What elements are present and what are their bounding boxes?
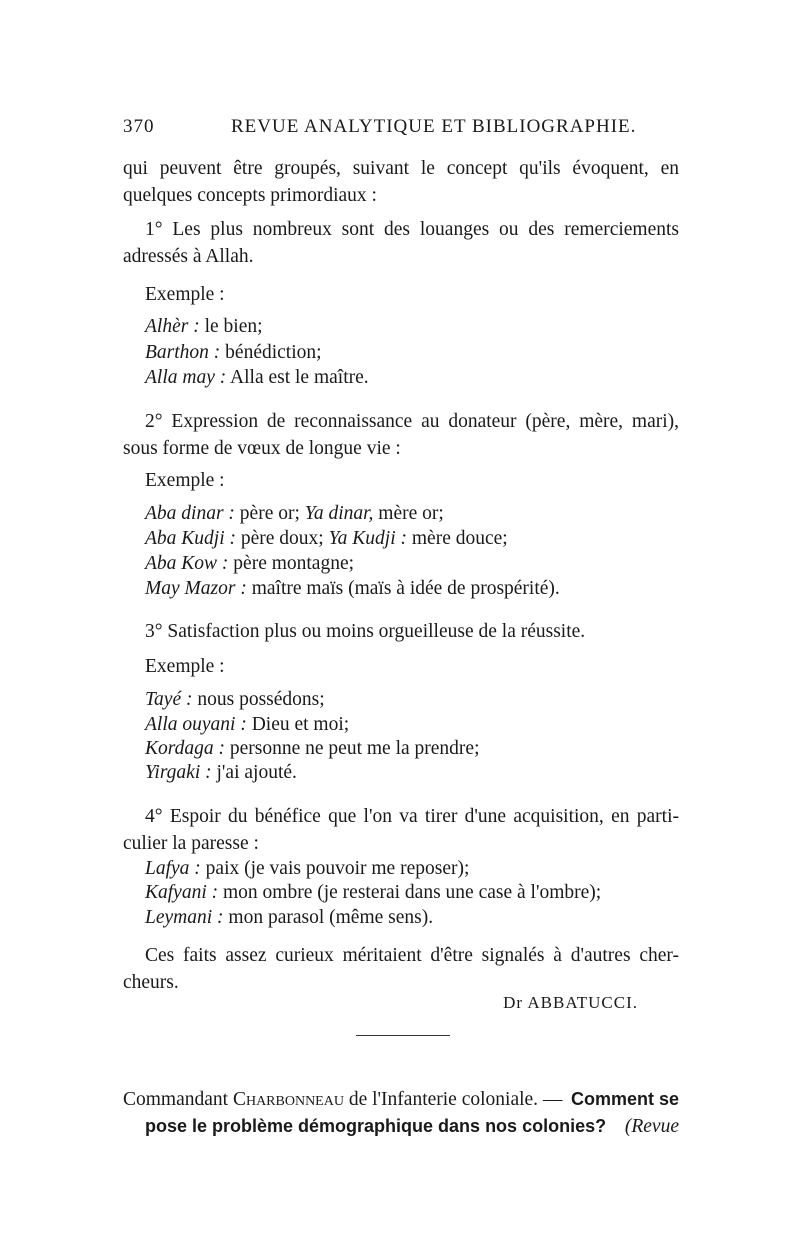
example-gloss: père doux; [236,528,329,549]
example-term: Alla ouyani : [145,714,247,735]
paragraph-line: Ces faits assez curieux méritaient d'être signalés à d'autres cher- [145,945,679,966]
paragraph-line: 2° Expression de reconnaissance au donateur (père, mère, mari), [145,411,679,432]
example-label: Exemple : [145,470,225,491]
example-gloss: Dieu et moi; [246,714,350,735]
example-term: Alla may : [145,367,227,388]
example-gloss: nous possédons; [192,689,325,710]
example-gloss: mère douce; [407,528,508,549]
example-gloss: maître maïs (maïs à idée de prospérité). [246,578,560,599]
example-gloss: mon parasol (même sens). [223,907,434,928]
paragraph-line: sous forme de vœux de longue vie : [123,438,401,459]
paragraph-line [123,1113,679,1140]
entry-author [123,1086,562,1113]
paragraph-line [123,1086,679,1113]
example-term: Aba Kow : [145,553,229,574]
example-term: Ya dinar, [304,503,374,524]
example-item [145,714,349,736]
example-term: Yirgaki : [145,762,212,783]
example-item [145,738,479,760]
example-item [145,316,263,338]
example-item [145,762,297,784]
paragraph-line: 4° Espoir du bénéfice que l'on va tirer d'une acquisition, en parti- [145,806,679,827]
example-item [145,882,601,904]
example-item [145,528,508,550]
author-prefix: Commandant [123,1089,233,1110]
page-number: 370 [123,116,155,137]
example-item [145,689,325,711]
example-term: Aba Kudji : [145,528,236,549]
closing-paragraph [123,942,679,996]
section-divider [356,1035,450,1036]
example-gloss: mon ombre (je resterai dans une case à l'ombre); [218,882,602,903]
author-affiliation: de l'Infanterie coloniale. — [343,1089,563,1110]
example-gloss: paix (je vais pouvoir me reposer); [200,858,470,879]
example-term: Leymani : [145,907,224,928]
example-gloss: j'ai ajouté. [211,762,297,783]
example-gloss: mère or; [373,503,444,524]
example-term: Barthon : [145,342,221,363]
example-item [145,858,469,880]
example-item [145,503,444,525]
example-item [145,342,322,364]
example-gloss: le bien; [199,316,263,337]
running-title: REVUE ANALYTIQUE ET BIBLIOGRAPHIE. [231,116,637,137]
example-label: Exemple : [145,284,225,305]
example-term: Lafya : [145,858,201,879]
intro-paragraph [123,155,679,209]
running-header [123,116,680,140]
example-term: Aba dinar : [145,503,235,524]
example-term: Kafyani : [145,882,219,903]
example-gloss: personne ne peut me la prendre; [225,738,480,759]
paragraph-line: qui peuvent être groupés, suivant le concept qu'ils évoquent, en [123,158,679,179]
section-1-paragraph [123,216,679,270]
example-term: Ya Kudji : [328,528,407,549]
section-3-paragraph [123,618,679,645]
example-item [145,578,560,600]
paragraph-line: culier la paresse : [123,833,259,854]
example-term: May Mazor : [145,578,247,599]
paragraph-line: adressés à Allah. [123,246,254,267]
entry-title: Comment se [570,1089,679,1109]
paragraph-line: cheurs. [123,972,179,993]
next-entry-paragraph [123,1086,679,1140]
example-gloss: père or; [234,503,305,524]
example-item [145,367,369,389]
example-label: Exemple : [145,656,225,677]
section-2-paragraph [123,408,679,462]
example-item [145,553,354,575]
example-term: Alhèr : [145,316,200,337]
example-gloss: père montagne; [228,553,355,574]
example-gloss: bénédiction; [220,342,322,363]
author-name: Charbonneau [232,1089,344,1110]
example-gloss: Alla est le maître. [226,367,369,388]
example-item [145,907,433,929]
paragraph-line: 1° Les plus nombreux sont des louanges ou des remerciements [145,219,679,240]
entry-source: (Revue [624,1116,679,1137]
example-term: Kordaga : [145,738,225,759]
section-4-paragraph [123,803,679,857]
paragraph-line: 3° Satisfaction plus ou moins orgueilleuse de la réussite. [145,621,586,642]
example-term: Tayé : [145,689,193,710]
entry-title: pose le problème démographique dans nos colonies? [145,1116,607,1136]
paragraph-line: quelques concepts primordiaux : [123,185,377,206]
author-signature: Dr ABBATUCCI. [503,993,638,1012]
